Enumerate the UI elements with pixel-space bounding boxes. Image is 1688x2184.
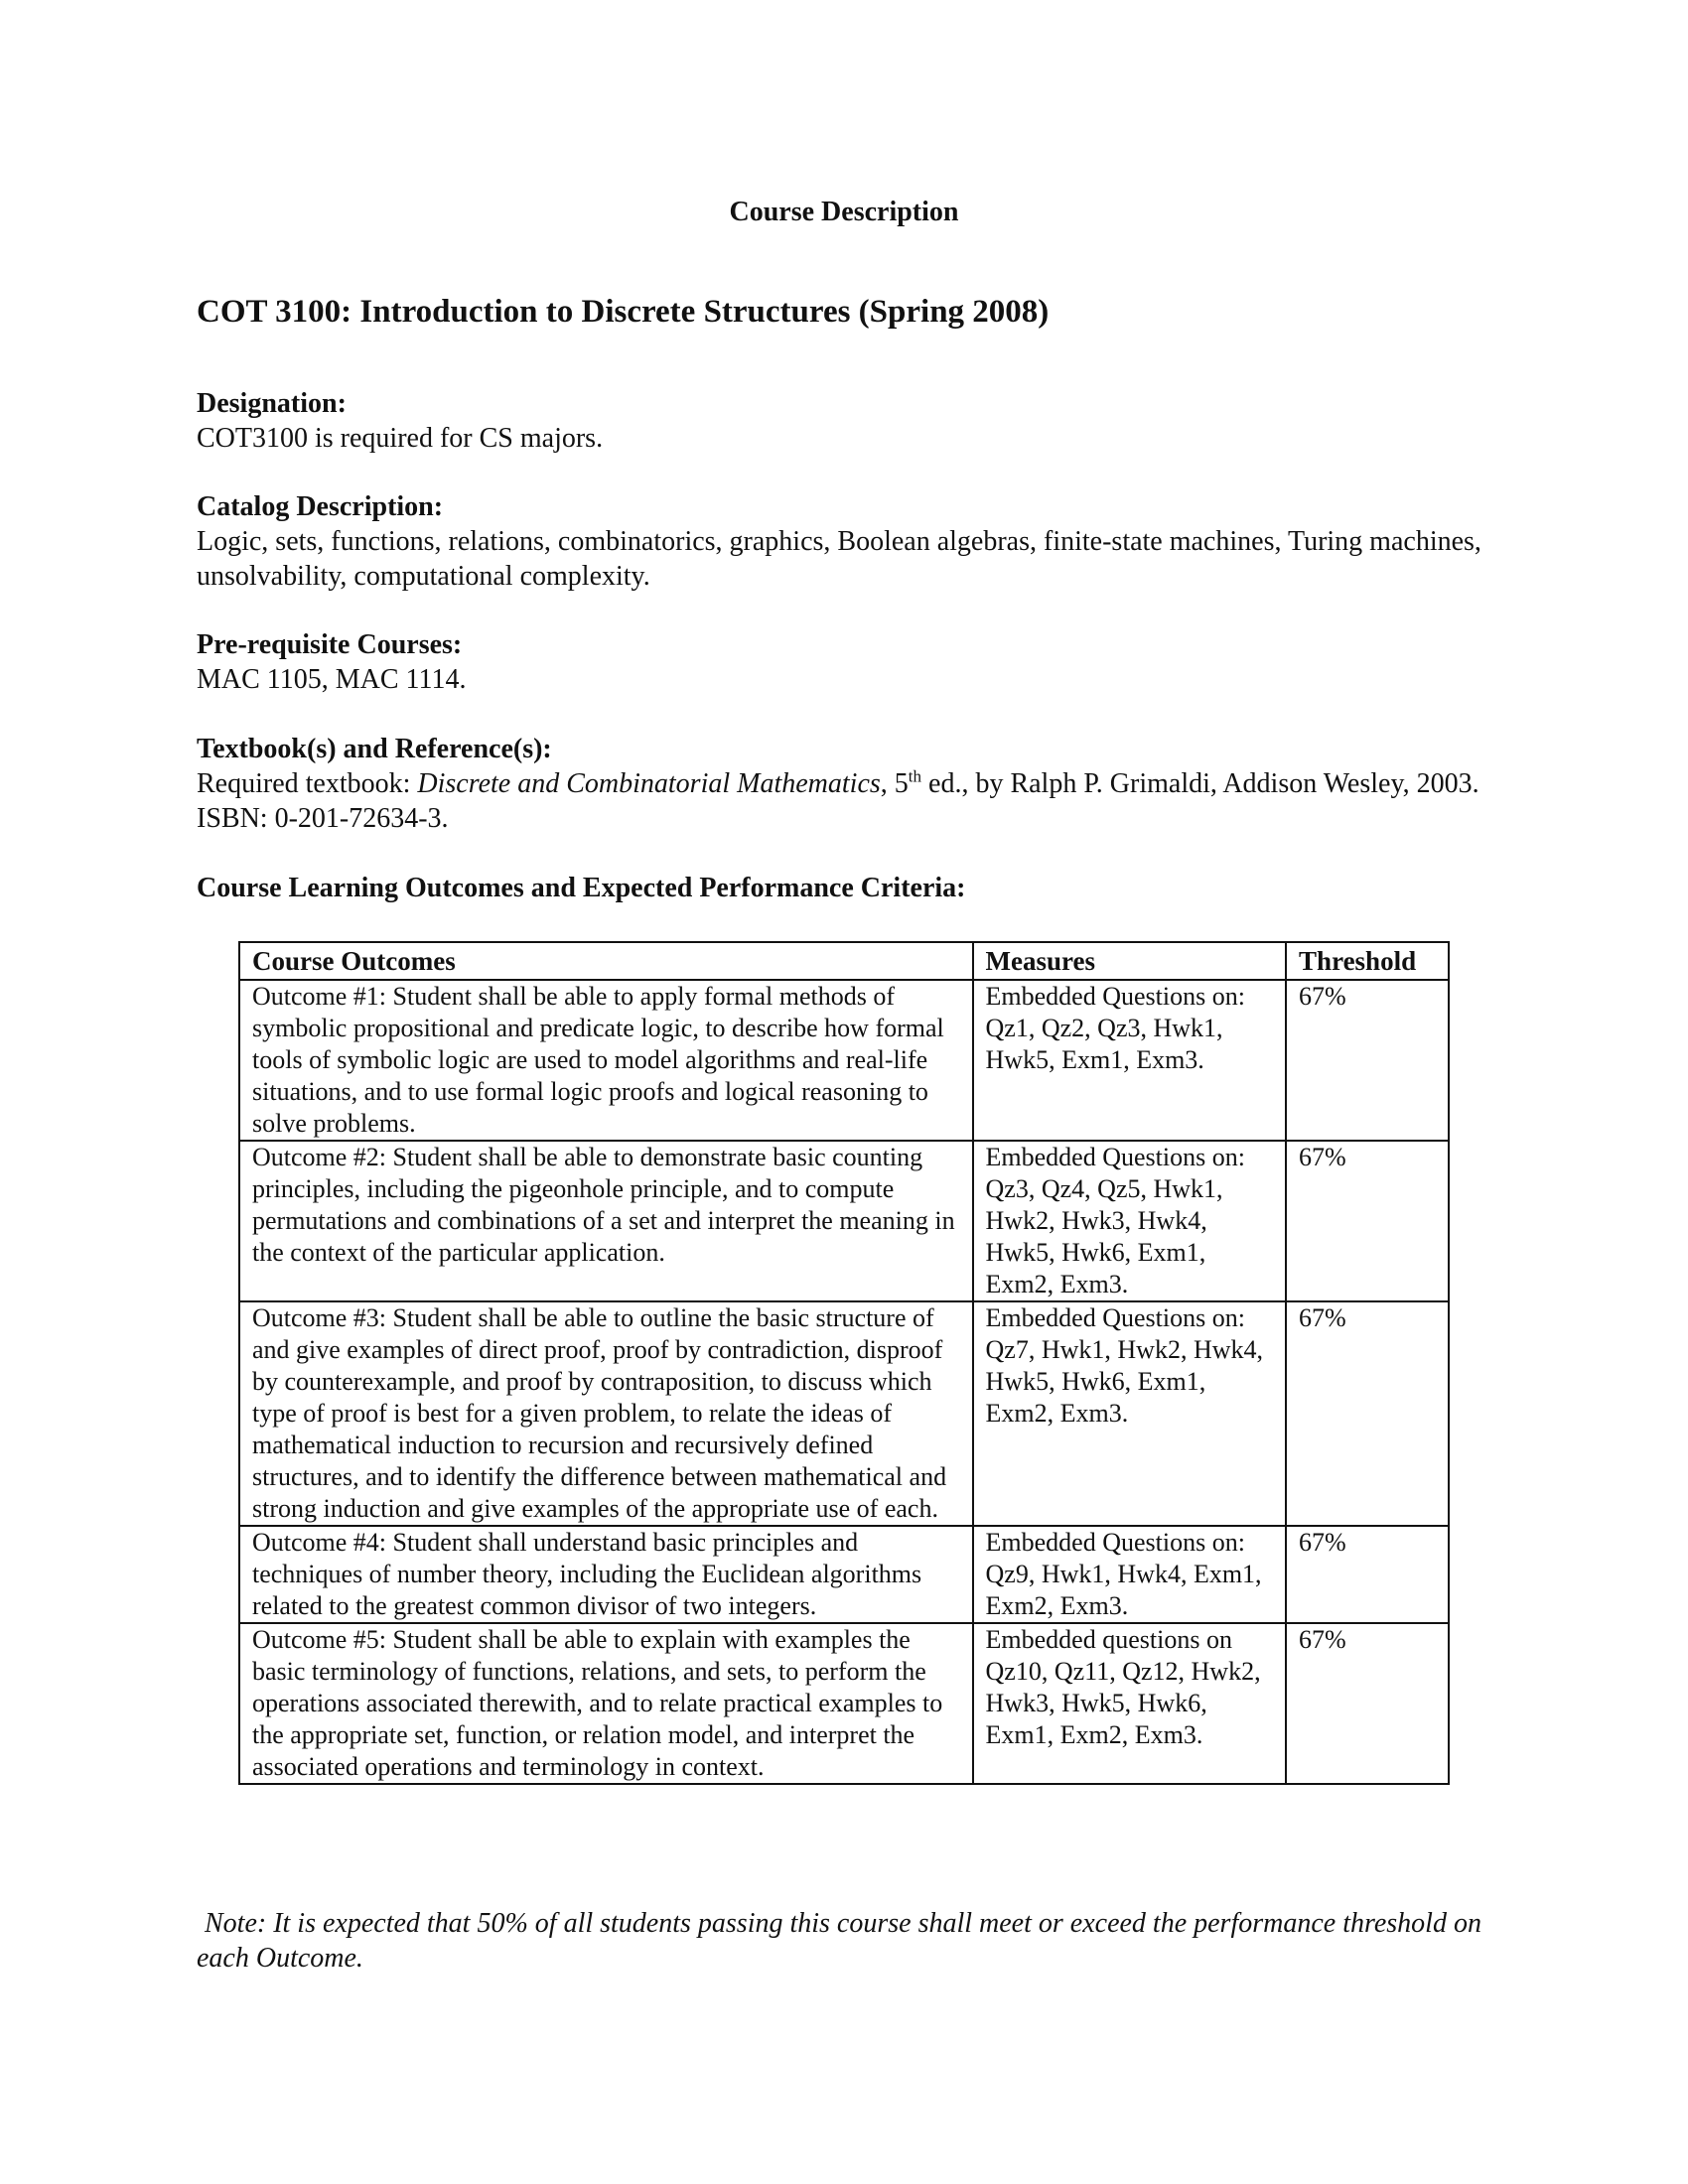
measures-cell: Embedded Questions on: Qz1, Qz2, Qz3, Hwk1, Hwk5, Exm1, Exm3.: [973, 980, 1287, 1141]
catalog-text: Logic, sets, functions, relations, combinatorics, graphics, Boolean algebras, finite-state machines, Turing machines, unsolvability, computational complexity.: [197, 526, 1481, 592]
designation-section: [197, 386, 1507, 456]
textbook-heading: Textbook(s) and Reference(s):: [197, 734, 552, 764]
outcome-cell: Outcome #3: Student shall be able to outline the basic structure of and give examples of direct proof, proof by contradiction, disproof by counterexample, and proof by contraposition, to discuss which type of proof is best for a given problem, to relate the ideas of mathematical induction to recursion and recursively defined structures, and to identify the difference between mathematical and strong induction and give examples of the appropriate use of each.: [239, 1301, 973, 1526]
outcomes-table: [238, 941, 1450, 1785]
outcome-cell: Outcome #4: Student shall understand basic principles and techniques of number theory, including the Euclidean algorithms related to the greatest common divisor of two integers.: [239, 1526, 973, 1623]
prereq-text: MAC 1105, MAC 1114.: [197, 664, 467, 695]
measures-cell: Embedded Questions on: Qz3, Qz4, Qz5, Hwk1, Hwk2, Hwk3, Hwk4, Hwk5, Hwk6, Exm1, Exm2, Exm3.: [973, 1141, 1287, 1301]
threshold-cell: 67%: [1286, 980, 1449, 1141]
table-row: [239, 980, 1449, 1141]
threshold-cell: 67%: [1286, 1141, 1449, 1301]
outcome-cell: Outcome #1: Student shall be able to apply formal methods of symbolic propositional and predicate logic, to describe how formal tools of symbolic logic are used to model algorithms and real-life situations, and to use formal logic proofs and logical reasoning to solve problems.: [239, 980, 973, 1141]
threshold-cell: 67%: [1286, 1526, 1449, 1623]
designation-heading: Designation:: [197, 388, 347, 419]
header-threshold: Threshold: [1286, 942, 1449, 980]
course-title: COT 3100: Introduction to Discrete Structures (Spring 2008): [197, 294, 1050, 330]
prereq-section: [197, 627, 1507, 697]
table-row: [239, 1526, 1449, 1623]
prereq-heading: Pre-requisite Courses:: [197, 629, 463, 660]
outcomes-heading: Course Learning Outcomes and Expected Performance Criteria:: [197, 873, 966, 903]
textbook-edition: , 5: [880, 768, 909, 799]
measures-cell: Embedded Questions on: Qz7, Hwk1, Hwk2, Hwk4, Hwk5, Hwk6, Exm1, Exm2, Exm3.: [973, 1301, 1287, 1526]
textbook-section: [197, 732, 1507, 836]
table-row: [239, 1623, 1449, 1784]
page-header: Course Description: [729, 197, 959, 227]
textbook-edition-sup: th: [908, 766, 922, 786]
table-header-row: [239, 942, 1449, 980]
textbook-rest: ed., by Ralph P. Grimaldi, Addison Wesley, 2003. ISBN: 0-201-72634-3.: [197, 768, 1479, 834]
catalog-section: [197, 489, 1507, 594]
table-row: [239, 1301, 1449, 1526]
designation-text: COT3100 is required for CS majors.: [197, 423, 604, 454]
performance-note: Note: It is expected that 50% of all students passing this course shall meet or exceed the performance threshold on each Outcome.: [197, 1908, 1481, 1974]
outcomes-section: [197, 871, 1507, 905]
threshold-cell: 67%: [1286, 1301, 1449, 1526]
threshold-cell: 67%: [1286, 1623, 1449, 1784]
catalog-heading: Catalog Description:: [197, 491, 444, 522]
outcome-cell: Outcome #5: Student shall be able to explain with examples the basic terminology of functions, relations, and sets, to perform the operations associated therewith, and to relate practical examples to the appropriate set, function, or relation model, and interpret the associated operations and terminology in context.: [239, 1623, 973, 1784]
header-measures: Measures: [973, 942, 1287, 980]
measures-cell: Embedded Questions on: Qz9, Hwk1, Hwk4, Exm1, Exm2, Exm3.: [973, 1526, 1287, 1623]
measures-cell: Embedded questions on Qz10, Qz11, Qz12, Hwk2, Hwk3, Hwk5, Hwk6, Exm1, Exm2, Exm3.: [973, 1623, 1287, 1784]
header-course-outcomes: Course Outcomes: [239, 942, 973, 980]
textbook-prefix: Required textbook:: [197, 768, 418, 799]
textbook-text: [197, 766, 1507, 836]
textbook-book-title: Discrete and Combinatorial Mathematics: [417, 768, 881, 799]
table-row: [239, 1141, 1449, 1301]
outcome-cell: Outcome #2: Student shall be able to demonstrate basic counting principles, including the pigeonhole principle, and to compute permutations and combinations of a set and interpret the meaning in the context of the particular application.: [239, 1141, 973, 1301]
